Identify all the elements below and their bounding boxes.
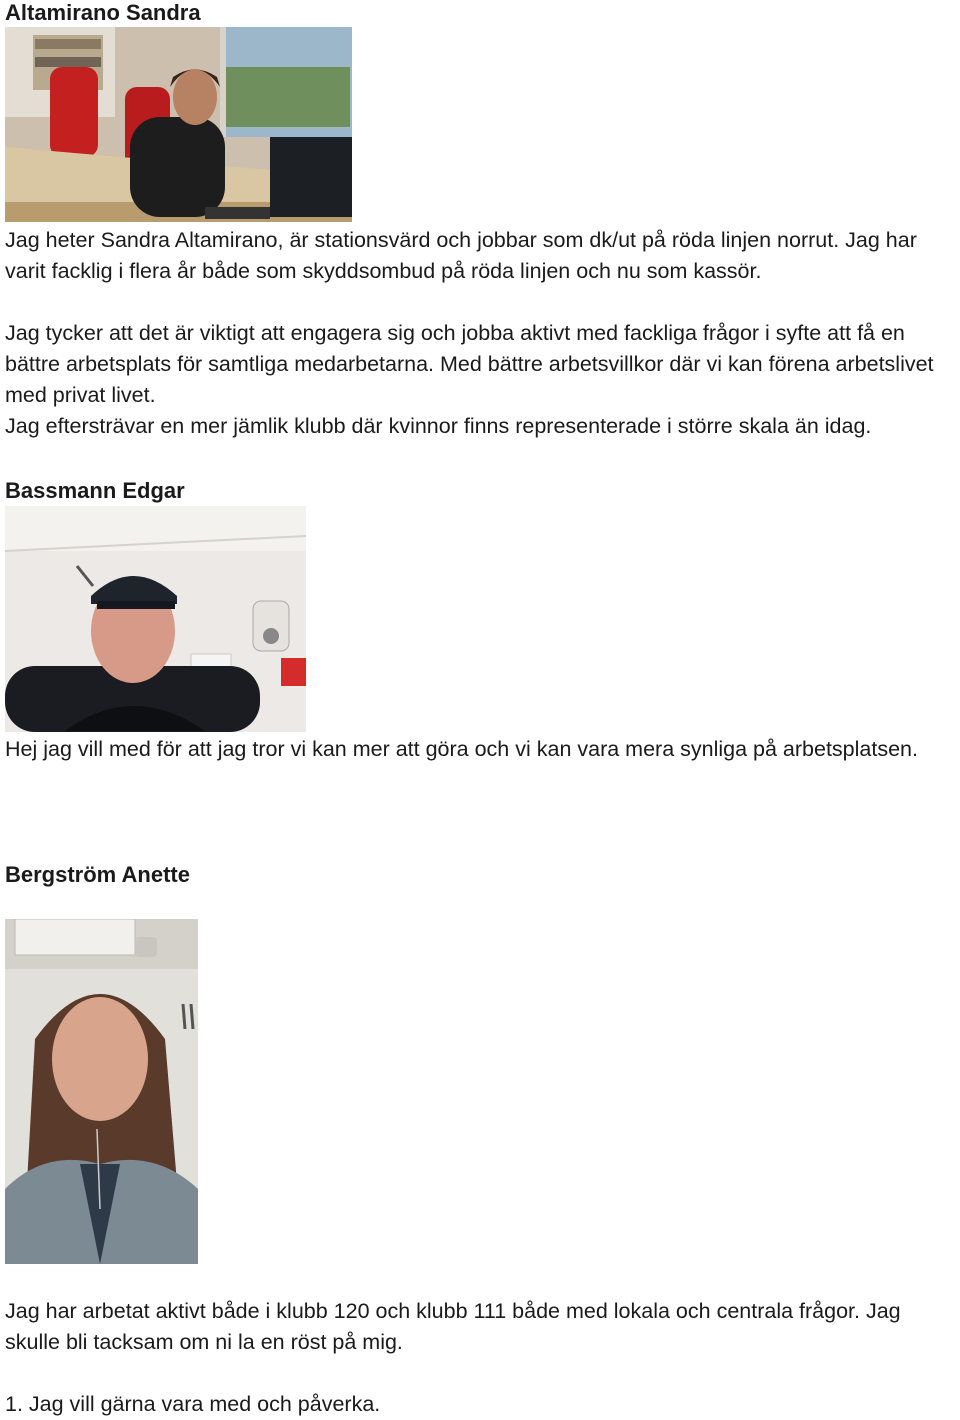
candidate-text: Jag heter Sandra Altamirano, är stationsvärd och jobbar som dk/ut på röda linjen norrut. Jag har varit facklig i flera år både som skyddsombud på röda linjen och nu som kassör. [5, 228, 917, 283]
portrait-photo-edgar [5, 506, 306, 732]
candidate-name: Bergström Anette [5, 862, 190, 887]
candidate-text: Jag eftersträvar en mer jämlik klubb där kvinnor finns representerade i större skala än idag. [5, 414, 872, 438]
candidate-text: Hej jag vill med för att jag tror vi kan mer att göra och vi kan vara mera synliga på arbetsplatsen. [5, 737, 918, 761]
portrait-photo-anette [5, 919, 198, 1264]
candidate-text: Jag tycker att det är viktigt att engagera sig och jobba aktivt med fackliga frågor i syfte att få en bättre arbetsplats för samtliga medarbetarna. Med bättre arbetsvillkor där vi kan förena arbetslivet med privat livet. [5, 321, 934, 407]
portrait-photo-sandra [5, 27, 352, 222]
candidate-name: Bassmann Edgar [5, 478, 185, 503]
candidate-name: Altamirano Sandra [5, 0, 201, 25]
candidate-text: 1. Jag vill gärna vara med och påverka. [5, 1392, 381, 1416]
candidate-text: Jag har arbetat aktivt både i klubb 120 och klubb 111 både med lokala och centrala frågor. Jag skulle bli tacksam om ni la en röst på mig. [5, 1299, 901, 1354]
